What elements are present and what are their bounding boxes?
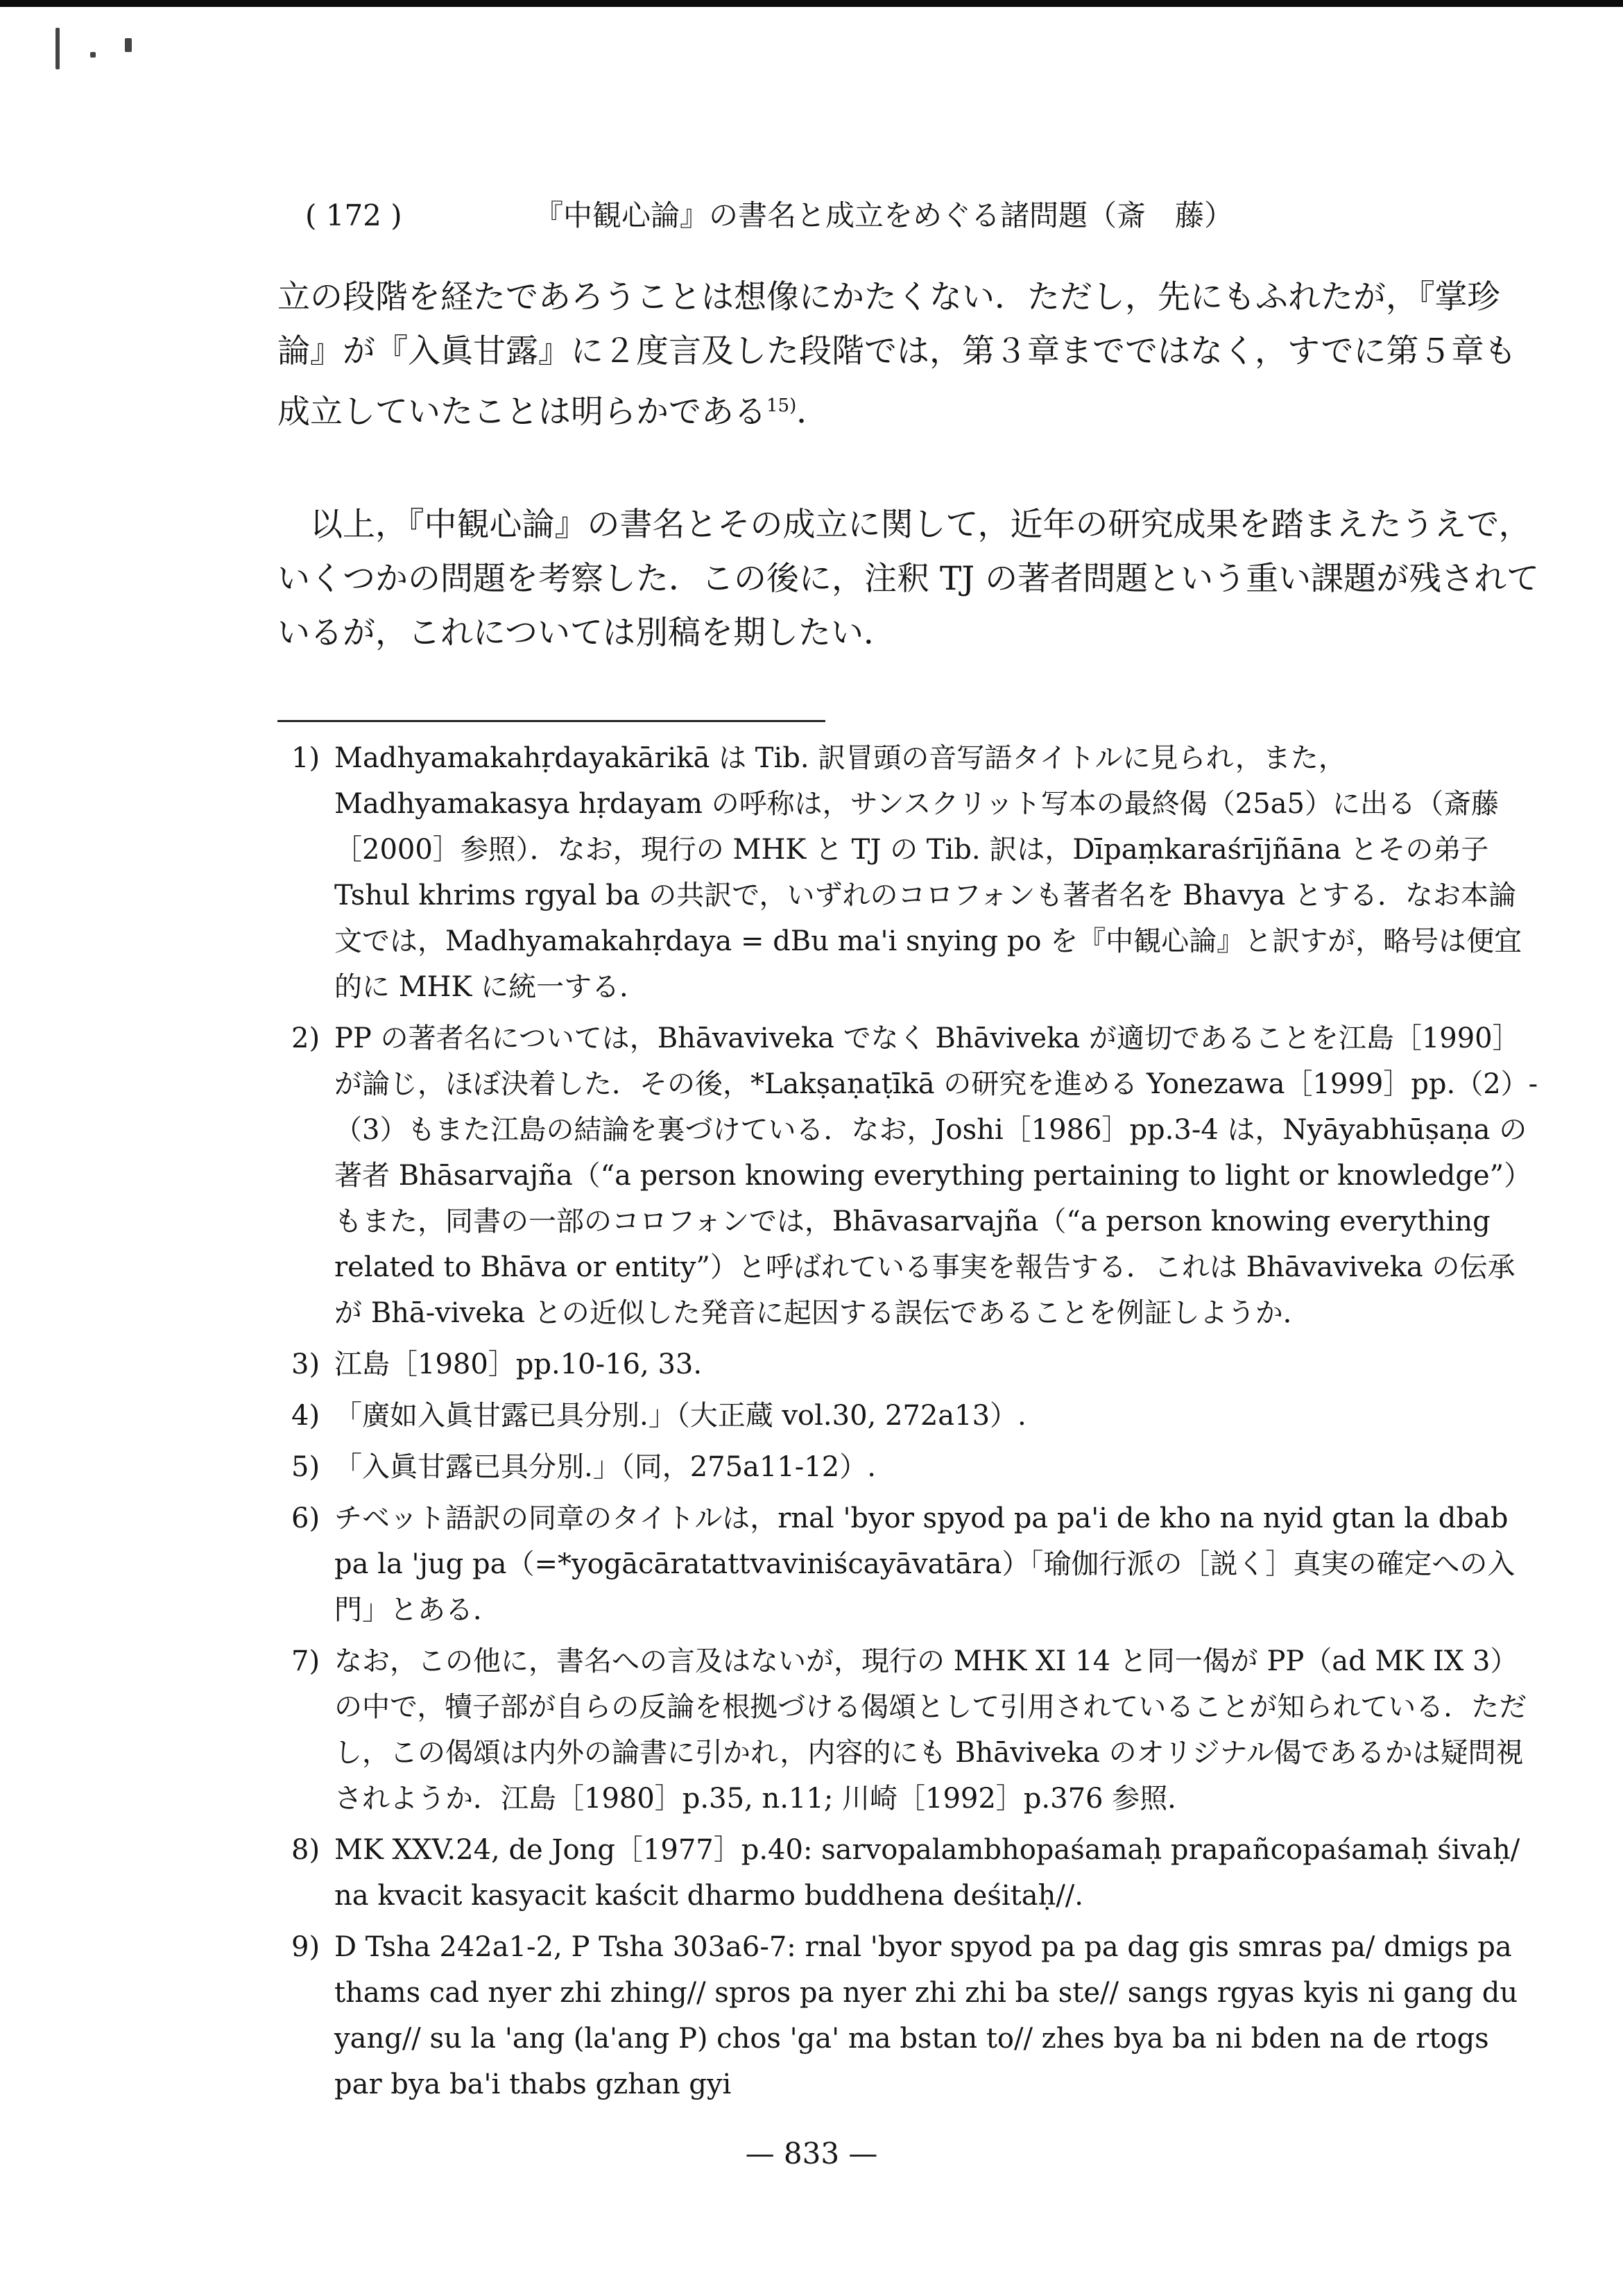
footnote-text: MK XXV.24, de Jong［1977］p.40: sarvopalambhopaśamaḥ prapañcopaśamaḥ śivaḥ/ na kvacit kasyacit kaścit dharmo buddhena deśitaḥ//. <box>334 1834 1520 1912</box>
running-header <box>305 193 1233 234</box>
scan-mark <box>90 52 96 58</box>
footnote-number: 9) <box>291 1931 320 1963</box>
footnote-number: 1) <box>291 742 320 774</box>
footnote-4 <box>291 1393 1540 1439</box>
paragraph-text: 以上，『中観心論』の書名とその成立に関して，近年の研究成果を踏まえたうえで，いくつかの問題を考察した．この後に，注釈 TJ の著者問題という重い課題が残されているが，これについては別稿を期したい． <box>277 506 1540 652</box>
footnote-6 <box>291 1496 1540 1633</box>
footnote-number: 7) <box>291 1645 320 1677</box>
footnote-text: なお，この他に，書名への言及はないが，現行の MHK XI 14 と同一偈が PP（ad MK IX 3）の中で，犢子部が自らの反論を根拠づける偈頌として引用されていることが知られている．ただし，この偈頌は内外の論書に引かれ，内容的にも Bhāviveka のオリジナル偈であるかは疑問視されようか．江島［1980］p.35, n.11; 川崎［1992］p.376 参照． <box>334 1645 1527 1815</box>
page-number: — 833 — <box>745 2136 878 2170</box>
footnote-text: 「入眞甘露已具分別.」（同，275a11-12）. <box>334 1451 876 1483</box>
footnote-reference: 15) <box>766 395 797 416</box>
scan-mark <box>125 38 132 52</box>
scan-top-border <box>0 0 1623 7</box>
footnote-number: 8) <box>291 1834 320 1866</box>
paragraph-end: ． <box>796 393 830 431</box>
footnote-1 <box>291 735 1540 1010</box>
header-page-label: ( 172 ) <box>305 198 402 232</box>
body-paragraph-1 <box>277 271 1540 440</box>
header-running-title: 『中観心論』の書名と成立をめぐる諸問題（斎 藤） <box>534 198 1234 232</box>
footnote-number: 4) <box>291 1400 320 1432</box>
footnote-text: PP の著者名については，Bhāvaviveka でなく Bhāviveka が適切であることを江島［1990］が論じ，ほぼ決着した．その後，*Lakṣaṇaṭīkā の研究を進める Yonezawa［1999］pp.（2）-（3）もまた江島の結論を裏づけている．なお，Joshi［1986］pp.3-4 は，Nyāyabhūṣaṇa の著者 Bhāsarvajña（“a person knowing everything pertaining to light or knowledge”）もまた，同書の一部のコロフォンでは，Bhāvasarvajña（“a person knowing everything related to Bhāva or entity”）と呼ばれている事実を報告する．これは Bhāvaviveka の伝承が Bhā-viveka との近似した発音に起因する誤伝であることを例証しようか． <box>334 1022 1538 1329</box>
footnote-number: 2) <box>291 1022 320 1054</box>
scan-mark <box>55 28 60 69</box>
footnote-2 <box>291 1016 1540 1336</box>
footnote-text: Madhyamakahṛdayakārikā は Tib. 訳冒頭の音写語タイトルに見られ，また，Madhyamakasya hṛdayam の呼称は，サンスクリット写本の最終偈（25a5）に出る（斎藤［2000］参照）．なお，現行の MHK と TJ の Tib. 訳は，Dīpaṃkaraśrījñāna とその弟子 Tshul khrims rgyal ba の共訳で，いずれのコロフォンも著者名を Bhavya とする．なお本論文では，Madhyamakahṛdaya = dBu ma'i snying po を『中観心論』と訳すが，略号は便宜的に MHK に統一する． <box>334 742 1522 1003</box>
body-paragraph-2 <box>277 498 1540 660</box>
footnote-text: チベット語訳の同章のタイトルは，rnal 'byor spyod pa pa'i de kho na nyid gtan la dbab pa la 'jug pa（=*yogācāratattvaviniścayāvatāra）「瑜伽行派の［説く］真実の確定への入門」とある． <box>334 1502 1515 1626</box>
footnote-number: 6) <box>291 1502 320 1534</box>
footnote-7 <box>291 1638 1540 1822</box>
footnote-text: 江島［1980］pp.10-16, 33. <box>334 1348 703 1380</box>
footnote-3 <box>291 1342 1540 1387</box>
footnote-text: D Tsha 242a1-2, P Tsha 303a6-7: rnal 'byor spyod pa pa dag gis smras pa/ dmigs pa thams cad nyer zhi zhing// spros pa nyer zhi zhi ba ste// sangs rgyas kyis ni gang du yang// su la 'ang (la'ang P) chos 'ga' ma bstan to// zhes bya ba ni bden na de rtogs par bya ba'i thabs gzhan gyi <box>334 1931 1518 2100</box>
footnote-5 <box>291 1444 1540 1490</box>
footnote-number: 5) <box>291 1451 320 1483</box>
footnote-number: 3) <box>291 1348 320 1380</box>
paragraph-text: 立の段階を経たであろうことは想像にかたくない．ただし，先にもふれたが，『掌珍論』が『入眞甘露』に２度言及した段階では，第３章までではなく，すでに第５章も成立していたことは明らかである <box>277 278 1517 431</box>
footnote-9 <box>291 1924 1540 2107</box>
footnote-divider <box>277 720 825 722</box>
footnote-8 <box>291 1827 1540 1919</box>
footnotes <box>291 735 1540 2113</box>
footnote-text: 「廣如入眞甘露已具分別.」（大正蔵 vol.30, 272a13）. <box>334 1400 1027 1432</box>
